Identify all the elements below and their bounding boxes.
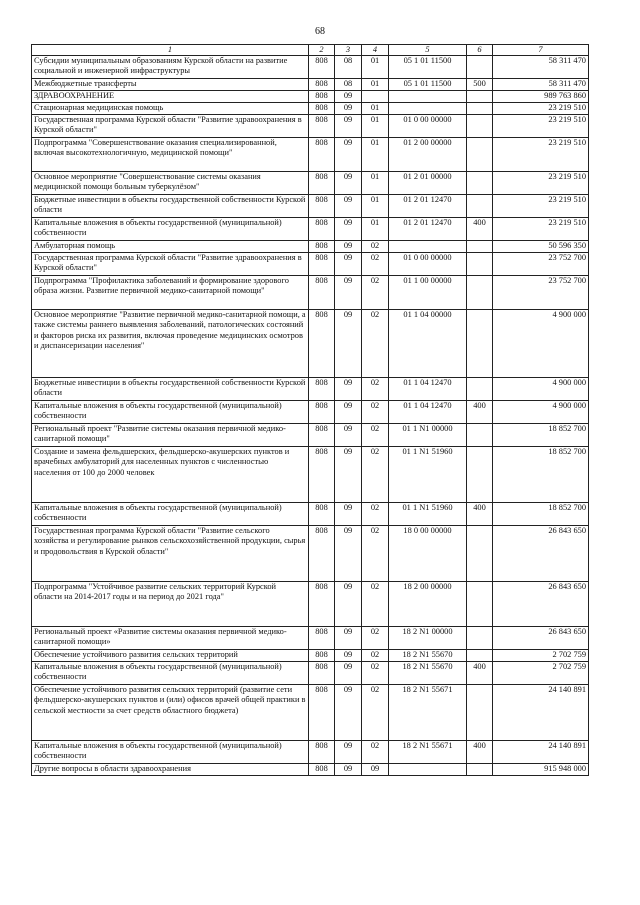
expense-type-code [467, 378, 493, 401]
ministry-code: 808 [309, 103, 335, 115]
row-name: Субсидии муниципальным образованиям Курской области на развитие социальной и инженерной инфраструктуры [32, 56, 309, 79]
ministry-code: 808 [309, 115, 335, 138]
expense-type-code [467, 115, 493, 138]
amount: 58 311 470 [493, 56, 589, 79]
subsection-code: 01 [362, 103, 389, 115]
section-code: 09 [335, 447, 362, 503]
column-header: 5 [389, 45, 467, 56]
table-row [32, 764, 589, 776]
target-article-code: 05 1 01 11500 [389, 56, 467, 79]
row-name: Обеспечение устойчивого развития сельских территорий (развитие сети фельдшерско-акушерских пунктов и (или) офисов врачей общей практики в сельской местности за счет средств областного бюджета) [32, 685, 309, 741]
ministry-code: 808 [309, 627, 335, 650]
target-article-code [389, 764, 467, 776]
target-article-code: 01 1 N1 51960 [389, 503, 467, 526]
row-name: Амбулаторная помощь [32, 241, 309, 253]
subsection-code: 02 [362, 424, 389, 447]
ministry-code: 808 [309, 241, 335, 253]
table-row [32, 503, 589, 526]
section-code: 09 [335, 741, 362, 764]
target-article-code [389, 241, 467, 253]
subsection-code: 01 [362, 56, 389, 79]
expense-type-code [467, 650, 493, 662]
amount: 23 219 510 [493, 172, 589, 195]
amount: 915 948 000 [493, 764, 589, 776]
expense-type-code [467, 56, 493, 79]
expense-type-code: 400 [467, 741, 493, 764]
column-header: 1 [32, 45, 309, 56]
section-code: 08 [335, 79, 362, 91]
ministry-code: 808 [309, 195, 335, 218]
ministry-code: 808 [309, 276, 335, 310]
amount: 26 843 650 [493, 582, 589, 627]
ministry-code: 808 [309, 685, 335, 741]
table-row [32, 195, 589, 218]
amount: 4 900 000 [493, 401, 589, 424]
expense-type-code [467, 103, 493, 115]
ministry-code: 808 [309, 378, 335, 401]
expense-type-code: 400 [467, 503, 493, 526]
section-code: 09 [335, 310, 362, 378]
amount: 989 763 860 [493, 91, 589, 103]
section-code: 09 [335, 685, 362, 741]
row-name: Бюджетные инвестиции в объекты государственной собственности Курской области [32, 195, 309, 218]
target-article-code: 01 1 N1 00000 [389, 424, 467, 447]
section-code: 09 [335, 103, 362, 115]
expense-type-code [467, 195, 493, 218]
subsection-code: 02 [362, 310, 389, 378]
row-name: Бюджетные инвестиции в объекты государственной собственности Курской области [32, 378, 309, 401]
subsection-code: 01 [362, 195, 389, 218]
table-row [32, 79, 589, 91]
subsection-code [362, 91, 389, 103]
expense-type-code: 400 [467, 218, 493, 241]
target-article-code: 01 2 01 12470 [389, 218, 467, 241]
column-header: 4 [362, 45, 389, 56]
expense-type-code: 500 [467, 79, 493, 91]
row-name: Государственная программа Курской области "Развитие здравоохранения в Курской области" [32, 115, 309, 138]
amount: 23 219 510 [493, 218, 589, 241]
amount: 23 219 510 [493, 115, 589, 138]
column-header: 6 [467, 45, 493, 56]
subsection-code: 02 [362, 241, 389, 253]
subsection-code: 02 [362, 401, 389, 424]
column-header: 3 [335, 45, 362, 56]
subsection-code: 02 [362, 276, 389, 310]
table-row [32, 627, 589, 650]
section-code: 09 [335, 764, 362, 776]
target-article-code: 01 2 01 12470 [389, 195, 467, 218]
table-row [32, 276, 589, 310]
row-name: Подпрограмма "Совершенствование оказания специализированной, включая высокотехнологичную, медицинской помощи" [32, 138, 309, 172]
table-row [32, 241, 589, 253]
target-article-code [389, 103, 467, 115]
column-header: 2 [309, 45, 335, 56]
subsection-code: 02 [362, 526, 389, 582]
ministry-code: 808 [309, 138, 335, 172]
target-article-code: 01 2 00 00000 [389, 138, 467, 172]
expense-type-code [467, 276, 493, 310]
row-name: Межбюджетные трансферты [32, 79, 309, 91]
expense-type-code: 400 [467, 662, 493, 685]
ministry-code: 808 [309, 662, 335, 685]
amount: 23 752 700 [493, 253, 589, 276]
table-row [32, 103, 589, 115]
target-article-code: 18 2 N1 00000 [389, 627, 467, 650]
amount: 24 140 891 [493, 685, 589, 741]
table-row [32, 253, 589, 276]
subsection-code: 02 [362, 378, 389, 401]
subsection-code: 01 [362, 138, 389, 172]
row-name: Региональный проект "Развитие системы оказания первичной медико-санитарной помощи" [32, 424, 309, 447]
ministry-code: 808 [309, 503, 335, 526]
target-article-code: 01 1 04 12470 [389, 378, 467, 401]
table-row [32, 424, 589, 447]
expense-type-code [467, 627, 493, 650]
expense-type-code [467, 424, 493, 447]
subsection-code: 01 [362, 172, 389, 195]
amount: 23 219 510 [493, 103, 589, 115]
table-row [32, 447, 589, 503]
expense-type-code [467, 582, 493, 627]
expense-type-code [467, 241, 493, 253]
target-article-code: 18 2 N1 55670 [389, 650, 467, 662]
table-row [32, 685, 589, 741]
target-article-code [389, 91, 467, 103]
amount: 2 702 759 [493, 650, 589, 662]
row-name: Основное мероприятие "Развитие первичной медико-санитарной помощи, а также системы раннего выявления заболеваний, патологических состояний и факторов риска их развития, включая проведение медицинских осмотров и диспансеризации населения" [32, 310, 309, 378]
amount: 23 752 700 [493, 276, 589, 310]
section-code: 09 [335, 253, 362, 276]
expense-type-code: 400 [467, 401, 493, 424]
section-code: 09 [335, 662, 362, 685]
amount: 23 219 510 [493, 195, 589, 218]
table-row [32, 582, 589, 627]
section-code: 09 [335, 138, 362, 172]
ministry-code: 808 [309, 447, 335, 503]
row-name: Подпрограмма "Устойчивое развитие сельских территорий Курской области на 2014-2017 годы и на период до 2021 года" [32, 582, 309, 627]
row-name: Капитальные вложения в объекты государственной (муниципальной) собственности [32, 503, 309, 526]
row-name: Региональный проект «Развитие системы оказания первичной медико-санитарной помощи» [32, 627, 309, 650]
section-code: 09 [335, 241, 362, 253]
ministry-code: 808 [309, 310, 335, 378]
section-code: 09 [335, 401, 362, 424]
row-name: Обеспечение устойчивого развития сельских территорий [32, 650, 309, 662]
section-code: 09 [335, 218, 362, 241]
amount: 18 852 700 [493, 424, 589, 447]
target-article-code: 01 2 01 00000 [389, 172, 467, 195]
subsection-code: 02 [362, 447, 389, 503]
expense-type-code [467, 447, 493, 503]
expense-type-code [467, 310, 493, 378]
ministry-code: 808 [309, 650, 335, 662]
subsection-code: 02 [362, 503, 389, 526]
target-article-code: 18 2 N1 55671 [389, 685, 467, 741]
amount: 26 843 650 [493, 526, 589, 582]
subsection-code: 01 [362, 218, 389, 241]
ministry-code: 808 [309, 218, 335, 241]
row-name: Подпрограмма "Профилактика заболеваний и формирование здорового образа жизни. Развитие первичной медико-санитарной помощи" [32, 276, 309, 310]
row-name: Капитальные вложения в объекты государственной (муниципальной) собственности [32, 741, 309, 764]
amount: 23 219 510 [493, 138, 589, 172]
row-name: Государственная программа Курской области "Развитие здравоохранения в Курской области" [32, 253, 309, 276]
subsection-code: 02 [362, 662, 389, 685]
table-row [32, 115, 589, 138]
ministry-code: 808 [309, 764, 335, 776]
section-code: 09 [335, 195, 362, 218]
ministry-code: 808 [309, 741, 335, 764]
target-article-code: 05 1 01 11500 [389, 79, 467, 91]
section-code: 09 [335, 650, 362, 662]
table-row [32, 401, 589, 424]
table-row [32, 378, 589, 401]
ministry-code: 808 [309, 401, 335, 424]
expense-type-code [467, 138, 493, 172]
row-name: Другие вопросы в области здравоохранения [32, 764, 309, 776]
table-row [32, 662, 589, 685]
target-article-code: 01 1 04 00000 [389, 310, 467, 378]
subsection-code: 09 [362, 764, 389, 776]
subsection-code: 01 [362, 115, 389, 138]
amount: 2 702 759 [493, 662, 589, 685]
ministry-code: 808 [309, 424, 335, 447]
subsection-code: 02 [362, 582, 389, 627]
amount: 26 843 650 [493, 627, 589, 650]
table-row [32, 218, 589, 241]
expense-type-code [467, 253, 493, 276]
row-name: Капитальные вложения в объекты государственной (муниципальной) собственности [32, 401, 309, 424]
expense-type-code [467, 172, 493, 195]
target-article-code: 18 2 00 00000 [389, 582, 467, 627]
row-name: Стационарная медицинская помощь [32, 103, 309, 115]
amount: 4 900 000 [493, 310, 589, 378]
amount: 50 596 350 [493, 241, 589, 253]
ministry-code: 808 [309, 91, 335, 103]
amount: 24 140 891 [493, 741, 589, 764]
section-code: 09 [335, 91, 362, 103]
target-article-code: 18 2 N1 55670 [389, 662, 467, 685]
section-code: 09 [335, 115, 362, 138]
expense-type-code [467, 685, 493, 741]
table-row [32, 526, 589, 582]
ministry-code: 808 [309, 526, 335, 582]
row-name: Основное мероприятие "Совершенствование системы оказания медицинской помощи больным туберкулёзом" [32, 172, 309, 195]
table-row [32, 91, 589, 103]
section-code: 09 [335, 627, 362, 650]
target-article-code: 01 0 00 00000 [389, 115, 467, 138]
ministry-code: 808 [309, 56, 335, 79]
subsection-code: 02 [362, 685, 389, 741]
target-article-code: 01 1 04 12470 [389, 401, 467, 424]
section-code: 09 [335, 424, 362, 447]
row-name: Капитальные вложения в объекты государственной (муниципальной) собственности [32, 218, 309, 241]
table-row [32, 741, 589, 764]
table-row [32, 172, 589, 195]
target-article-code: 01 0 00 00000 [389, 253, 467, 276]
section-code: 09 [335, 582, 362, 627]
subsection-code: 02 [362, 627, 389, 650]
section-code: 08 [335, 56, 362, 79]
ministry-code: 808 [309, 253, 335, 276]
target-article-code: 01 1 00 00000 [389, 276, 467, 310]
amount: 58 311 470 [493, 79, 589, 91]
page-number: 68 [315, 26, 325, 37]
section-code: 09 [335, 172, 362, 195]
section-code: 09 [335, 276, 362, 310]
amount: 4 900 000 [493, 378, 589, 401]
row-name: Государственная программа Курской области "Развитие сельского хозяйства и регулирование рынков сельскохозяйственной продукции, сырья и продовольствия в Курской области" [32, 526, 309, 582]
subsection-code: 01 [362, 79, 389, 91]
target-article-code: 18 2 N1 55671 [389, 741, 467, 764]
row-name: ЗДРАВООХРАНЕНИЕ [32, 91, 309, 103]
row-name: Капитальные вложения в объекты государственной (муниципальной) собственности [32, 662, 309, 685]
ministry-code: 808 [309, 582, 335, 627]
amount: 18 852 700 [493, 503, 589, 526]
section-code: 09 [335, 503, 362, 526]
amount: 18 852 700 [493, 447, 589, 503]
column-header: 7 [493, 45, 589, 56]
expense-type-code [467, 91, 493, 103]
subsection-code: 02 [362, 741, 389, 764]
table-row [32, 56, 589, 79]
expense-type-code [467, 526, 493, 582]
ministry-code: 808 [309, 172, 335, 195]
target-article-code: 18 0 00 00000 [389, 526, 467, 582]
ministry-code: 808 [309, 79, 335, 91]
section-code: 09 [335, 378, 362, 401]
section-code: 09 [335, 526, 362, 582]
expense-type-code [467, 764, 493, 776]
subsection-code: 02 [362, 650, 389, 662]
budget-table [31, 44, 589, 776]
table-header-row [32, 45, 589, 56]
target-article-code: 01 1 N1 51960 [389, 447, 467, 503]
table-row [32, 310, 589, 378]
table-row [32, 138, 589, 172]
row-name: Создание и замена фельдшерских, фельдшерско-акушерских пунктов и врачебных амбулаторий для населенных пунктов с численностью населения от 100 до 2000 человек [32, 447, 309, 503]
subsection-code: 02 [362, 253, 389, 276]
table-row [32, 650, 589, 662]
